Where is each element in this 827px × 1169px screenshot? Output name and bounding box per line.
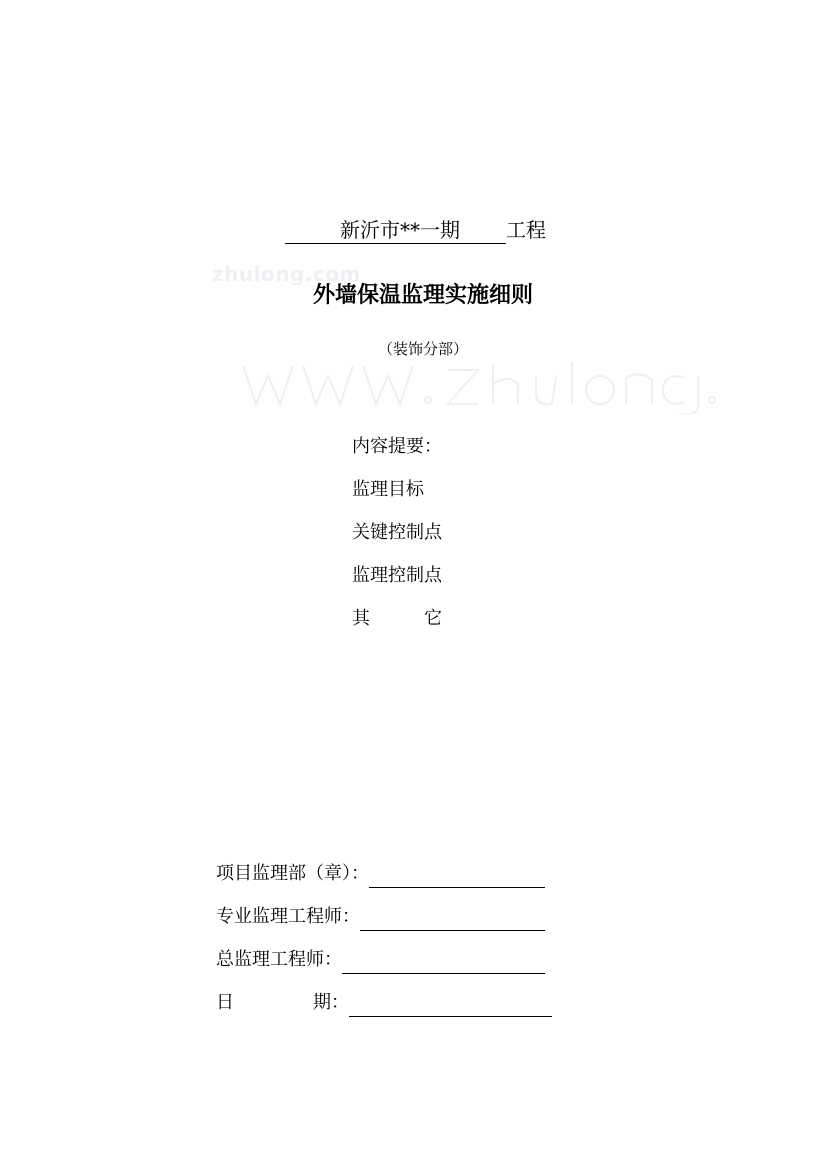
contents-item-other [352, 606, 442, 649]
signature-label-date-char1: 日 [216, 992, 234, 1013]
signature-label-chief: 总监理工程师： [216, 949, 342, 970]
signature-row-engineer [216, 888, 552, 931]
signature-row-date [216, 974, 552, 1017]
signature-line-chief[interactable] [342, 951, 545, 974]
project-suffix: 工程 [506, 218, 546, 242]
signature-row-chief [216, 931, 552, 974]
signature-label-dept: 项目监理部（章）： [216, 863, 369, 884]
project-name-underline [285, 217, 506, 244]
signature-line-engineer[interactable] [360, 908, 545, 931]
contents-item: 监理目标 [352, 479, 424, 500]
contents-other-char1: 其 [352, 608, 370, 629]
signature-label-engineer: 专业监理工程师： [216, 906, 360, 927]
contents-other-char2: 它 [424, 608, 442, 629]
signature-line-date[interactable] [349, 994, 552, 1017]
signature-line-dept[interactable] [369, 865, 545, 888]
project-name: 新沂市**一期 [340, 218, 460, 242]
signature-block [216, 845, 552, 1017]
contents-item: 监理控制点 [352, 565, 442, 586]
document-subtitle: （装饰分部） [377, 340, 468, 358]
contents-heading: 内容提要： [352, 436, 442, 457]
project-name-line [285, 216, 546, 244]
signature-row-dept [216, 845, 552, 888]
contents-summary [352, 434, 442, 649]
contents-item: 关键控制点 [352, 522, 442, 543]
signature-label-date-char2: 期： [313, 992, 349, 1013]
document-title: 外墙保温监理实施细则 [312, 283, 533, 308]
watermark-logo: zhulong.com [212, 262, 361, 286]
watermark-large-graphic [238, 356, 728, 414]
